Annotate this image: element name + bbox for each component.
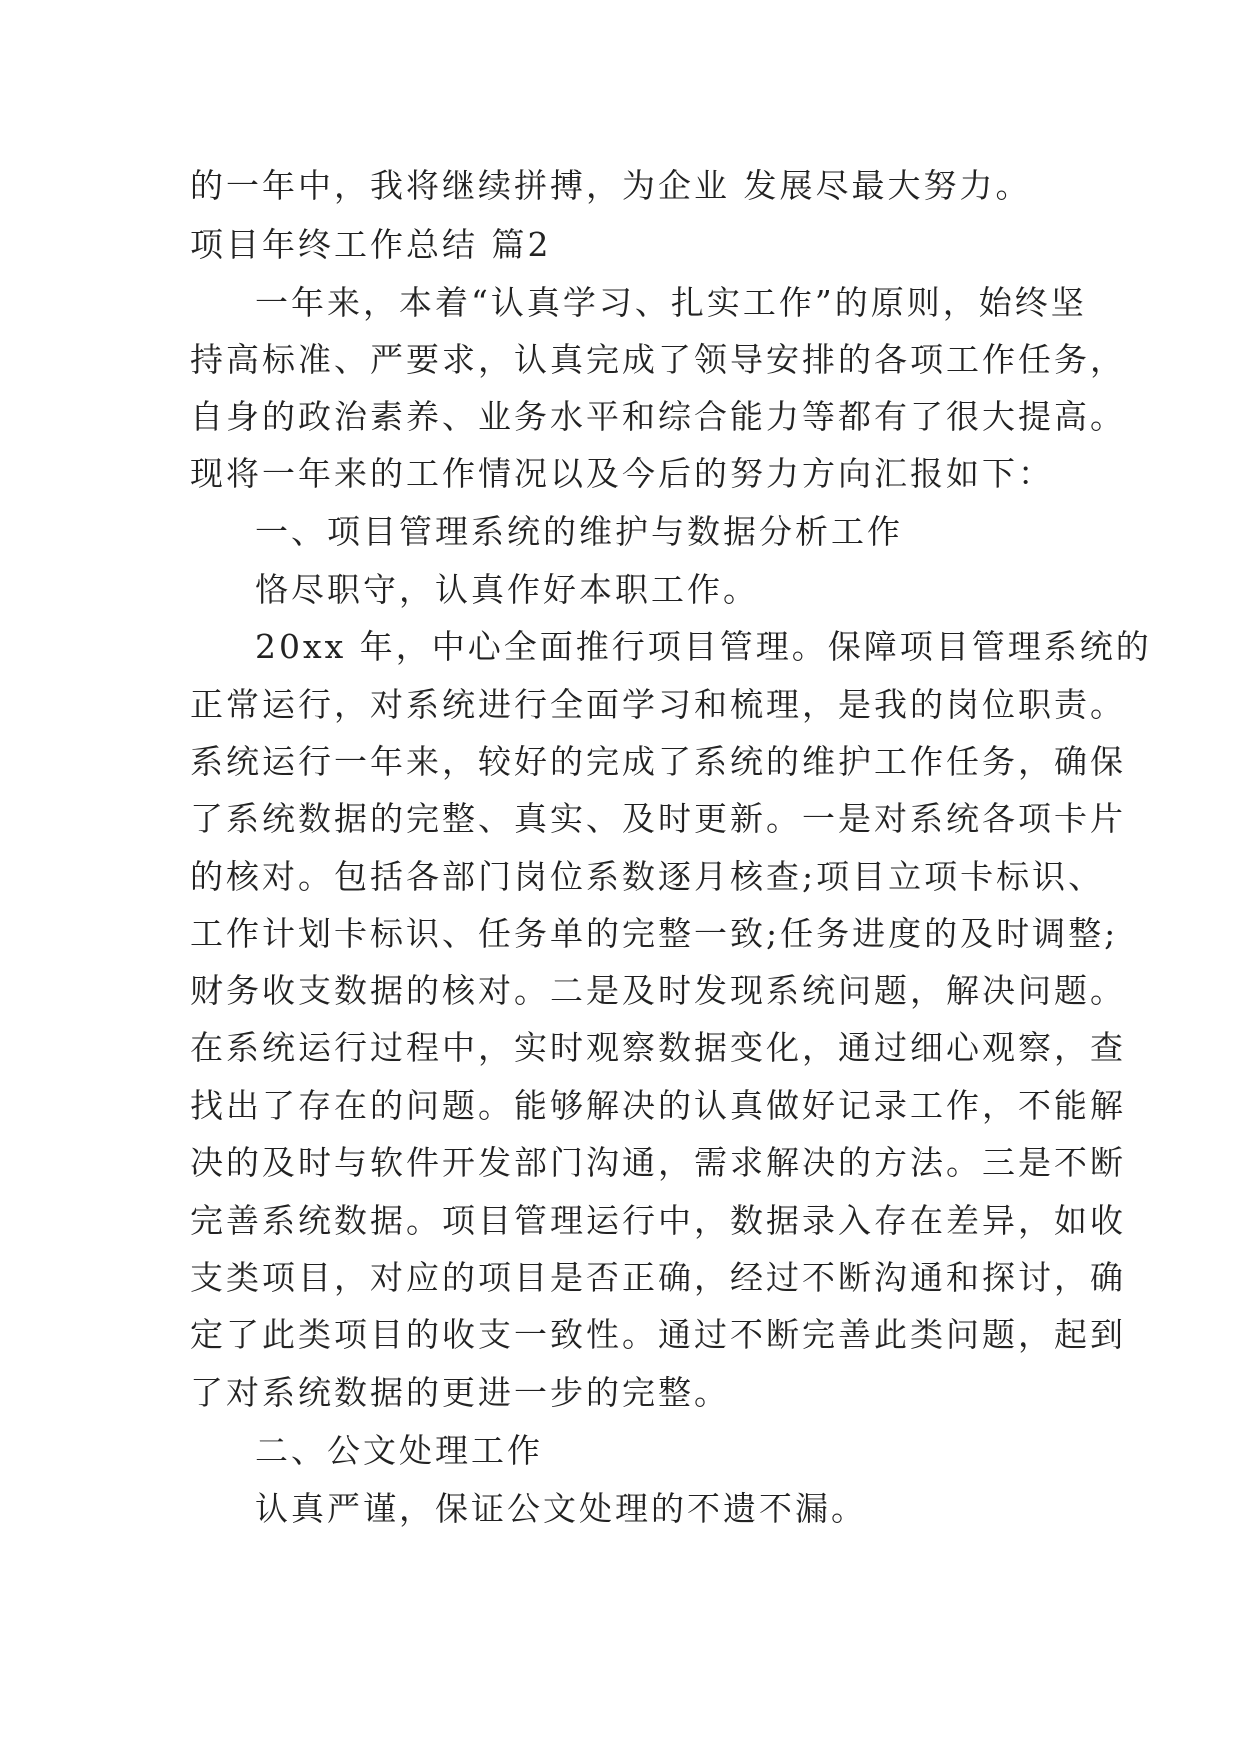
- paragraph-line: 认真严谨，保证公文处理的不遗不漏。: [255, 1489, 867, 1528]
- paragraph-line: 支类项目，对应的项目是否正确，经过不断沟通和探讨，确: [190, 1258, 1126, 1297]
- paragraph-line: 正常运行，对系统进行全面学习和梳理，是我的岗位职责。: [190, 685, 1126, 724]
- paragraph-line: 决的及时与软件开发部门沟通，需求解决的方法。三是不断: [190, 1143, 1126, 1182]
- paragraph-line: 的一年中，我将继续拼搏，为企业 发展尽最大努力。: [190, 166, 1032, 205]
- paragraph-line: 找出了存在的问题。能够解决的认真做好记录工作，不能解: [190, 1086, 1126, 1125]
- paragraph-line: 自身的政治素养、业务水平和综合能力等都有了很大提高。: [190, 397, 1126, 436]
- subheading: 一、项目管理系统的维护与数据分析工作: [255, 512, 903, 551]
- paragraph-line: 了系统数据的完整、真实、及时更新。一是对系统各项卡片: [190, 799, 1126, 838]
- section-title: 项目年终工作总结 篇2: [190, 225, 552, 264]
- paragraph-line: 恪尽职守，认真作好本职工作。: [255, 570, 759, 609]
- paragraph-line: 工作计划卡标识、任务单的完整一致;任务进度的及时调整;: [190, 914, 1119, 953]
- paragraph-line: 了对系统数据的更进一步的完整。: [190, 1373, 730, 1412]
- paragraph-line: 一年来，本着“认真学习、扎实工作”的原则，始终坚: [255, 283, 1087, 322]
- paragraph-line: 系统运行一年来，较好的完成了系统的维护工作任务，确保: [190, 742, 1126, 781]
- paragraph-line: 现将一年来的工作情况以及今后的努力方向汇报如下：: [190, 454, 1054, 493]
- paragraph-line: 财务收支数据的核对。二是及时发现系统问题，解决问题。: [190, 971, 1126, 1010]
- subheading: 二、公文处理工作: [255, 1431, 543, 1470]
- paragraph-line: 定了此类项目的收支一致性。通过不断完善此类问题，起到: [190, 1315, 1126, 1354]
- paragraph-line: 在系统运行过程中，实时观察数据变化，通过细心观察，查: [190, 1028, 1126, 1067]
- paragraph-line: 20xx 年，中心全面推行项目管理。保障项目管理系统的: [255, 627, 1152, 666]
- paragraph-line: 完善系统数据。项目管理运行中，数据录入存在差异，如收: [190, 1201, 1126, 1240]
- paragraph-line: 的核对。包括各部门岗位系数逐月核查;项目立项卡标识、: [190, 857, 1105, 896]
- paragraph-line: 持高标准、严要求，认真完成了领导安排的各项工作任务，: [190, 340, 1126, 379]
